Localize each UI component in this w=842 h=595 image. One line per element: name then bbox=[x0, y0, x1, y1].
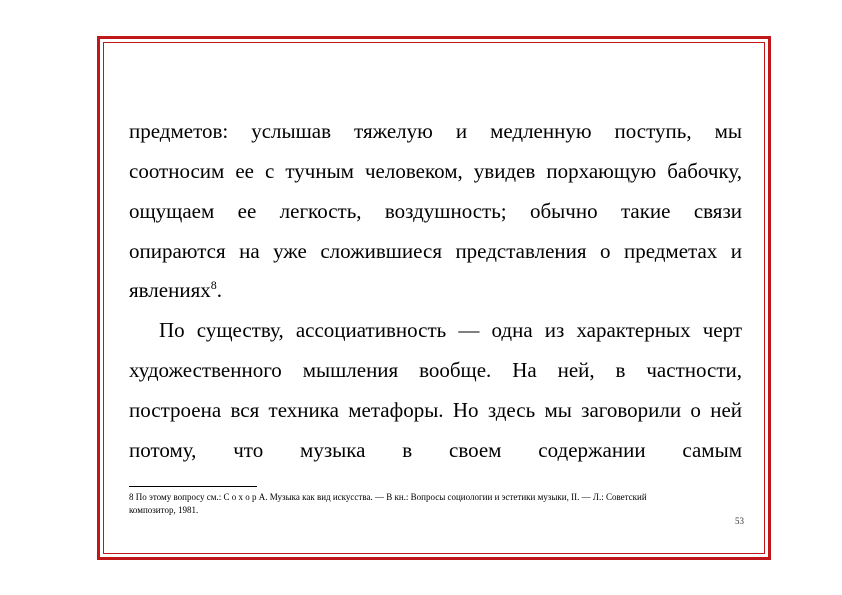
footnote-reference: 8 bbox=[210, 278, 217, 292]
body-text-line-1: предметов: услышав тяжелую и медленную поступь, мы bbox=[129, 119, 742, 143]
body-text-line-9: потому, что музыка в своем содержании самым bbox=[129, 438, 742, 462]
footnote-separator bbox=[129, 486, 257, 487]
line-5-tail: . bbox=[216, 278, 222, 302]
body-text-line-8: построена вся техника метафоры. Но здесь мы заговорили о ней bbox=[129, 398, 742, 422]
page-number: 53 bbox=[735, 516, 744, 526]
body-text-line-4: опираются на уже сложившиеся представления о предметах и bbox=[129, 239, 742, 263]
body-text-line-6: По существу, ассоциативность — одна из характерных черт bbox=[159, 318, 742, 342]
line-5-text: явлениях bbox=[129, 278, 211, 302]
body-text-line-2: соотносим ее с тучным человеком, увидев порхающую бабочку, bbox=[129, 159, 742, 183]
body-text-line-5 bbox=[129, 278, 742, 302]
footnote-line-2: композитор, 1981. bbox=[129, 505, 199, 515]
body-text-line-7: художественного мышления вообще. На ней, в частности, bbox=[129, 358, 742, 382]
footnote-line-1: 8 По этому вопросу см.: С о х о р А. Музыка как вид искусства. — В кн.: Вопросы социологии и эстетики музыки, II. — Л.: Советский bbox=[129, 492, 647, 502]
body-text-line-3: ощущаем ее легкость, воздушность; обычно такие связи bbox=[129, 199, 742, 223]
footnote bbox=[129, 491, 742, 517]
